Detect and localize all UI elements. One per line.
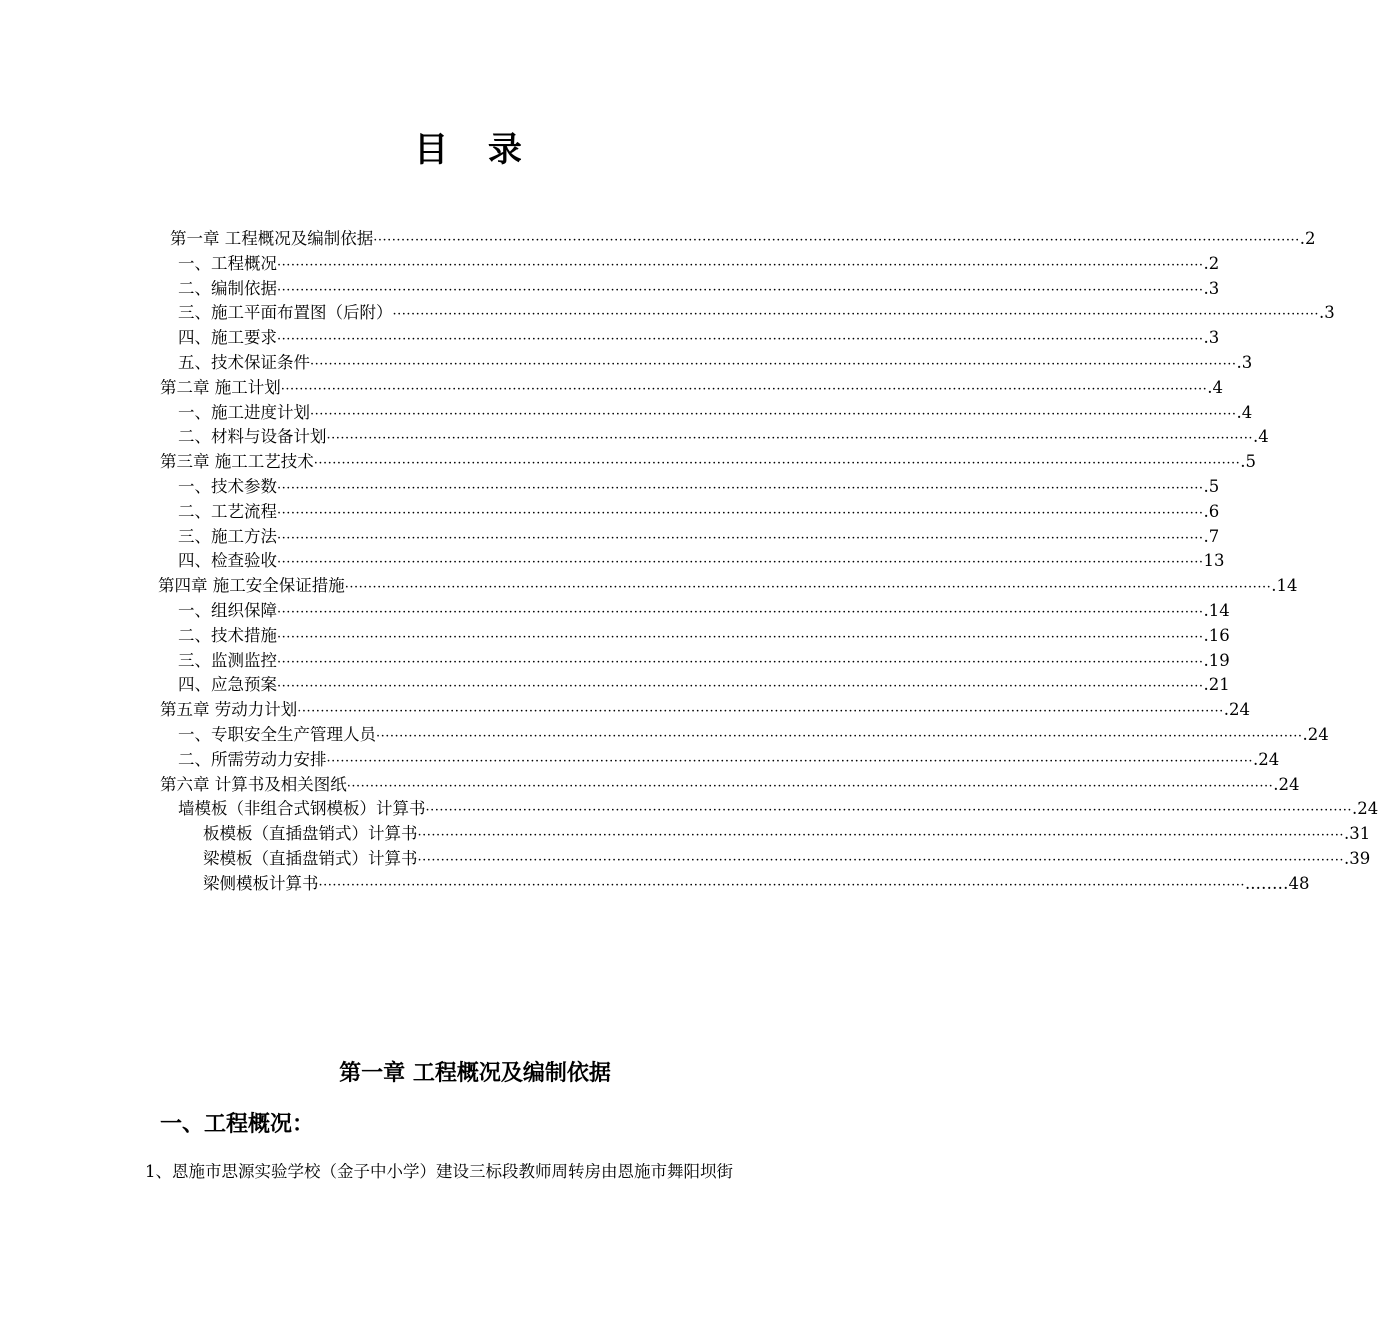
toc-entry-page: 13 [1203, 551, 1225, 571]
toc-entry[interactable] [178, 400, 1253, 425]
toc-entry[interactable] [178, 524, 1220, 549]
toc-entry-page: .3 [1203, 278, 1220, 298]
toc-leader-dots: ········································································································································································································ [425, 803, 1352, 819]
toc-entry-page: .3 [1236, 353, 1253, 372]
toc-entry-label: 二、材料与设备计划 [178, 427, 327, 447]
toc-leader-dots: ········································································································································································································ [277, 555, 1204, 571]
toc-leader-dots: ········································································································································································································ [344, 580, 1272, 596]
toc-entry-label: 第四章 施工安全保证措施 [158, 576, 345, 596]
toc-entry[interactable] [178, 474, 1220, 499]
body-paragraph: 1、恩施市思源实验学校（金子中小学）建设三标段教师周转房由恩施市舞阳坝街 [145, 1162, 733, 1181]
toc-entry-page: .21 [1203, 675, 1230, 695]
toc-entry-page: .2 [1203, 253, 1220, 273]
toc-title: 目 录 [414, 130, 536, 170]
toc-leader-dots: ········································································································································································································ [417, 828, 1344, 844]
toc-entry[interactable] [178, 598, 1230, 623]
toc-leader-dots: ········································································································································································································ [277, 332, 1204, 348]
toc-entry-page: .3 [1203, 328, 1220, 348]
toc-entry-label: 五、技术保证条件 [178, 353, 310, 372]
toc-entry[interactable] [170, 226, 1316, 251]
toc-entry-label: 梁侧模板计算书 [203, 873, 319, 893]
toc-entry-page: .4 [1252, 427, 1269, 447]
toc-entry-label: 一、组织保障 [178, 601, 277, 620]
toc-entry[interactable] [203, 871, 1310, 896]
toc-leader-dots: ········································································································································································································ [376, 729, 1303, 744]
toc-entry[interactable] [160, 375, 1223, 400]
toc-entry-label: 墙模板（非组合式钢模板）计算书 [178, 799, 426, 819]
toc-entry-page: .3 [1318, 303, 1335, 323]
section-heading: 一、工程概况： [160, 1111, 315, 1137]
toc-entry-page: .19 [1203, 650, 1230, 670]
toc-entry[interactable] [178, 424, 1269, 449]
toc-entry[interactable] [203, 821, 1371, 846]
toc-entry-page: ..……48 [1244, 873, 1310, 893]
toc-entry-label: 一、技术参数 [178, 477, 277, 496]
toc-entry-page: .24 [1223, 700, 1250, 720]
toc-entry[interactable] [178, 722, 1329, 747]
toc-entry-page: .39 [1343, 849, 1371, 868]
toc-leader-dots: ········································································································································································································ [277, 629, 1204, 645]
toc-entry-label: 第二章 施工计划 [160, 377, 281, 397]
toc-entry-label: 二、编制依据 [178, 278, 277, 298]
toc-entry[interactable] [178, 251, 1220, 276]
toc-entry-label: 三、施工方法 [178, 526, 277, 546]
toc-leader-dots: ········································································································································································································ [277, 679, 1204, 695]
toc-entry-page: .5 [1203, 477, 1220, 496]
toc-entry[interactable] [160, 697, 1250, 722]
toc-entry[interactable] [178, 648, 1230, 673]
toc-entry-label: 一、专职安全生产管理人员 [178, 725, 376, 744]
toc-entry[interactable] [160, 449, 1256, 474]
toc-leader-dots: ········································································································································································································ [346, 778, 1274, 794]
toc-entry-page: .16 [1203, 625, 1230, 645]
toc-entry-label: 二、技术措施 [178, 625, 277, 645]
toc-entry-page: .14 [1203, 601, 1230, 620]
toc-entry-label: 第六章 计算书及相关图纸 [160, 774, 347, 794]
toc-entry-page: .4 [1207, 377, 1223, 397]
toc-entry[interactable] [178, 796, 1378, 821]
toc-leader-dots: ········································································································································································································ [277, 257, 1204, 273]
toc-leader-dots: ········································································································································································································ [277, 530, 1204, 546]
toc-entry[interactable] [178, 325, 1220, 350]
toc-entry[interactable] [160, 772, 1300, 797]
toc-leader-dots: ········································································································································································································ [310, 406, 1237, 422]
toc-entry-page: .24 [1302, 725, 1329, 744]
chapter-heading: 第一章 工程概况及编制依据 [339, 1060, 611, 1086]
toc-leader-dots: ········································································································································································································ [277, 654, 1204, 670]
toc-entry[interactable] [178, 499, 1220, 524]
toc-entry-label: 四、施工要求 [178, 328, 277, 348]
toc-leader-dots: ········································································································································································································ [326, 431, 1253, 447]
toc-leader-dots: ········································································································································································································ [277, 481, 1204, 496]
toc-entry-page: .24 [1351, 799, 1378, 819]
toc-entry-label: 二、所需劳动力安排 [178, 749, 327, 769]
toc-leader-dots: ········································································································································································································ [277, 282, 1204, 298]
toc-entry-page: .31 [1343, 824, 1371, 844]
toc-entry[interactable] [178, 276, 1220, 301]
toc-entry[interactable] [178, 548, 1225, 573]
toc-entry-page: .2 [1299, 229, 1316, 248]
toc-leader-dots: ········································································································································································································ [310, 357, 1237, 372]
toc-entry[interactable] [178, 300, 1335, 325]
toc-entry-label: 板模板（直插盘销式）计算书 [203, 824, 418, 844]
toc-entry-label: 梁模板（直插盘销式）计算书 [203, 849, 418, 868]
toc-leader-dots: ········································································································································································································ [280, 381, 1208, 397]
toc-entry-page: .7 [1203, 526, 1220, 546]
toc-entry-label: 一、施工进度计划 [178, 402, 310, 422]
toc-entry-label: 第五章 劳动力计划 [160, 700, 298, 720]
toc-entry[interactable] [158, 573, 1298, 598]
toc-entry-page: .5 [1240, 452, 1256, 472]
toc-entry-page: .4 [1236, 402, 1253, 422]
toc-entry[interactable] [203, 846, 1371, 871]
toc-entry-label: 二、工艺流程 [178, 501, 277, 521]
toc-entry-page: .6 [1203, 501, 1220, 521]
toc-leader-dots: ········································································································································································································ [326, 753, 1253, 769]
toc-entry-label: 第三章 施工工艺技术 [160, 452, 314, 472]
toc-entry[interactable] [178, 350, 1253, 375]
toc-entry-label: 一、工程概况 [178, 253, 277, 273]
toc-leader-dots: ········································································································································································································ [392, 307, 1319, 323]
toc-leader-dots: ········································································································································································································ [277, 505, 1204, 521]
toc-leader-dots: ········································································································································································································ [318, 877, 1245, 893]
toc-leader-dots: ········································································································································································································ [417, 853, 1344, 868]
toc-entry-label: 三、监测监控 [178, 650, 277, 670]
toc-entry-label: 三、施工平面布置图（后附） [178, 303, 393, 323]
toc-entry-page: .24 [1273, 774, 1300, 794]
toc-entry-label: 第一章 工程概况及编制依据 [170, 229, 374, 248]
toc-entry-page: .14 [1271, 576, 1298, 596]
toc-leader-dots: ········································································································································································································ [277, 605, 1204, 620]
toc-leader-dots: ········································································································································································································ [297, 704, 1224, 720]
toc-entry[interactable] [178, 672, 1230, 697]
toc-entry-page: .24 [1252, 749, 1280, 769]
toc-entry[interactable] [178, 623, 1230, 648]
toc-leader-dots: ········································································································································································································ [313, 456, 1241, 472]
toc-leader-dots: ········································································································································································································ [373, 233, 1300, 248]
toc-entry-label: 四、应急预案 [178, 675, 277, 695]
toc-entry-label: 四、检查验收 [178, 551, 277, 571]
toc-entry[interactable] [178, 747, 1280, 772]
